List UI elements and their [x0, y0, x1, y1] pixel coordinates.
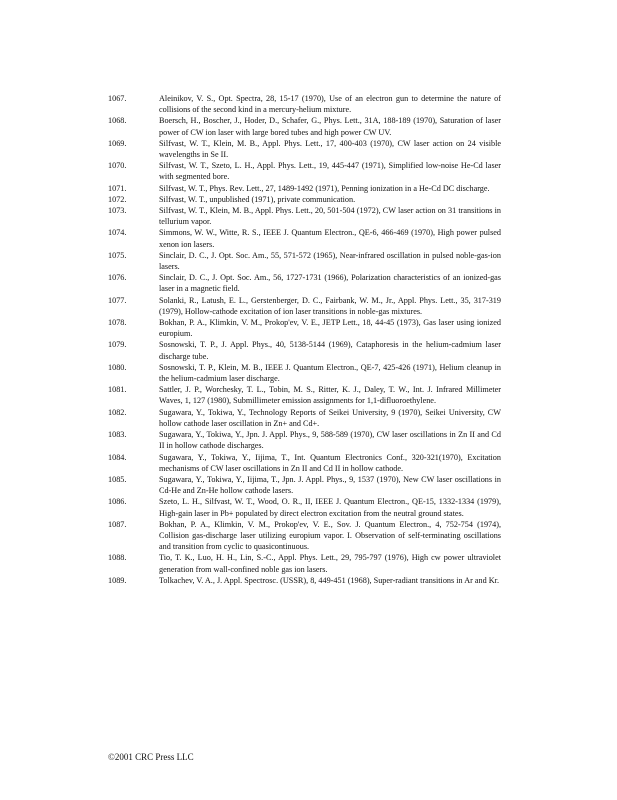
reference-text: Sinclair, D. C., J. Opt. Soc. Am., 56, 1727-1731 (1966), Polarization characteristics of an ionized-gas laser in a magnetic field.: [159, 273, 501, 294]
reference-number: 1069.: [108, 138, 127, 148]
reference-number: 1071.: [108, 183, 127, 193]
reference-entry: [108, 115, 501, 137]
reference-number: 1068.: [108, 116, 127, 126]
reference-entry: [108, 407, 501, 429]
reference-entry: [108, 384, 501, 406]
reference-entry: [108, 93, 501, 115]
reference-number: 1083.: [108, 430, 127, 440]
reference-text: Silfvast, W. T., Szeto, L. H., Appl. Phys. Lett., 19, 445-447 (1971), Simplified low-noise He-Cd laser with segmented bore.: [159, 161, 501, 182]
reference-text: Bokhan, P. A., Klimkin, V. M., Prokop'ev, V. E., Sov. J. Quantum Electron., 4, 752-754 (1974), Collision gas-discharge laser utilizing europium vapor. I. Observation of self-terminating oscillations and transition from cyclic to quasicontinuous.: [159, 519, 501, 552]
reference-entry: [108, 138, 501, 160]
reference-entry: [108, 227, 501, 249]
reference-text: Silfvast, W. T., Klein, M. B., Appl. Phys. Lett., 17, 400-403 (1970), CW laser action on 24 visible wavelengths in Se II.: [159, 138, 501, 160]
reference-number: 1067.: [108, 94, 127, 103]
reference-number: 1085.: [108, 474, 127, 484]
reference-number: 1079.: [108, 340, 127, 350]
reference-entry: [108, 194, 501, 205]
reference-entry: [108, 452, 501, 474]
reference-text: Solanki, R., Latush, E. L., Gerstenberger, D. C., Fairbank, W. M., Jr., Appl. Phys. Lett., 35, 317-319 (1979), Hollow-cathode excitation of ion laser transitions in noble-gas mixtures.: [159, 295, 501, 316]
reference-entry: [108, 160, 501, 182]
reference-number: 1088.: [108, 553, 127, 563]
reference-text: Sosnowski, T. P., J. Appl. Phys., 40, 5138-5144 (1969), Cataphoresis in the helium-cadmium laser discharge tube.: [159, 340, 501, 361]
reference-number: 1086.: [108, 497, 127, 507]
reference-number: 1087.: [108, 519, 127, 529]
reference-entry: [108, 183, 501, 194]
reference-text: Szeto, L. H., Silfvast, W. T., Wood, O. R., II, IEEE J. Quantum Electron., QE-15, 1332-1334 (1979), High-gain laser in Pb+ populated by direct electron excitation from the neutral ground states.: [159, 497, 501, 518]
copyright-footer: ©2001 CRC Press LLC: [108, 752, 194, 762]
reference-entry: [108, 519, 501, 553]
reference-entry: [108, 295, 501, 317]
reference-text: Tio, T. K., Luo, H. H., Lin, S.-C., Appl. Phys. Lett., 29, 795-797 (1976), High cw power ultraviolet generation from wall-confined noble gas ion lasers.: [159, 553, 501, 574]
reference-list: [108, 93, 501, 586]
reference-entry: [108, 250, 501, 272]
reference-entry: [108, 317, 501, 339]
reference-text: Sugawara, Y., Tokiwa, Y., Iijima, T., Jpn. J. Appl. Phys., 9, 1537 (1970), New CW laser oscillations in Cd-He and Zn-He hollow cathode lasers.: [159, 474, 501, 496]
reference-number: 1078.: [108, 318, 127, 328]
reference-text: Sosnowski, T. P., Klein, M. B., IEEE J. Quantum Electron., QE-7, 425-426 (1971), Helium cleanup in the helium-cadmium laser discharge.: [159, 362, 501, 384]
reference-entry: [108, 272, 501, 294]
reference-entry: [108, 474, 501, 496]
reference-number: 1082.: [108, 407, 127, 417]
reference-text: Sugawara, Y., Tokiwa, Y., Technology Reports of Seikei University, 9 (1970), Seikei University, CW hollow cathode laser oscillation in Zn+ and Cd+.: [159, 407, 501, 428]
reference-text: Sugawara, Y., Tokiwa, Y., Jpn. J. Appl. Phys., 9, 588-589 (1970), CW laser oscillations in Zn II and Cd II in hollow cathode discharges.: [159, 430, 501, 451]
reference-number: 1074.: [108, 228, 127, 238]
reference-text: Silfvast, W. T., Phys. Rev. Lett., 27, 1489-1492 (1971), Penning ionization in a He-Cd DC discharge.: [159, 183, 490, 193]
reference-entry: [108, 496, 501, 518]
reference-text: Sinclair, D. C., J. Opt. Soc. Am., 55, 571-572 (1965), Near-infrared oscillation in pulsed noble-gas-ion lasers.: [159, 250, 501, 272]
reference-entry: [108, 552, 501, 574]
reference-text: Bokhan, P. A., Klimkin, V. M., Prokop'ev, V. E., JETP Lett., 18, 44-45 (1973), Gas laser using ionized europium.: [159, 318, 501, 339]
reference-number: 1070.: [108, 161, 127, 171]
reference-number: 1081.: [108, 385, 127, 395]
reference-text: Aleinikov, V. S., Opt. Spectra, 28, 15-17 (1970), Use of an electron gun to determine the nature of collisions of the second kind in a mercury-helium mixture.: [159, 94, 501, 115]
reference-text: Tolkachev, V. A., J. Appl. Spectrosc. (USSR), 8, 449-451 (1968), Super-radiant transitions in Ar and Kr.: [159, 575, 499, 585]
reference-text: Sattler, J. P., Worchesky, T. L., Tobin, M. S., Ritter, K. J., Daley, T. W., Int. J. Infrared Millimeter Waves, 1, 127 (1980), Submillimeter emission assignments for 1,1-difluoroethylene.: [159, 385, 501, 406]
reference-text: Silfvast, W. T., Klein, M. B., Appl. Phys. Lett., 20, 501-504 (1972), CW laser action on 31 transitions in tellurium vapor.: [159, 206, 501, 227]
reference-number: 1072.: [108, 194, 127, 204]
reference-number: 1080.: [108, 362, 127, 372]
reference-number: 1089.: [108, 575, 127, 585]
reference-text: Simmons, W. W., Witte, R. S., IEEE J. Quantum Electron., QE-6, 466-469 (1970), High power pulsed xenon ion lasers.: [159, 228, 501, 249]
reference-text: Sugawara, Y., Tokiwa, Y., Iijima, T., Int. Quantum Electronics Conf., 320-321(1970), Excitation mechanisms of CW laser oscillations in Zn II and Cd II in hollow cathode.: [159, 452, 501, 473]
reference-text: Boersch, H., Boscher, J., Hoder, D., Schafer, G., Phys. Lett., 31A, 188-189 (1970), Saturation of laser power of CW ion laser with large bored tubes and high power CW UV.: [159, 116, 501, 137]
reference-number: 1076.: [108, 273, 127, 283]
reference-number: 1073.: [108, 206, 127, 216]
reference-entry: [108, 575, 501, 586]
reference-entry: [108, 339, 501, 361]
reference-number: 1077.: [108, 295, 127, 305]
reference-entry: [108, 429, 501, 451]
reference-text: Silfvast, W. T., unpublished (1971), private communication.: [159, 194, 356, 204]
reference-entry: [108, 362, 501, 384]
reference-number: 1084.: [108, 452, 127, 462]
reference-entry: [108, 205, 501, 227]
reference-number: 1075.: [108, 250, 127, 260]
